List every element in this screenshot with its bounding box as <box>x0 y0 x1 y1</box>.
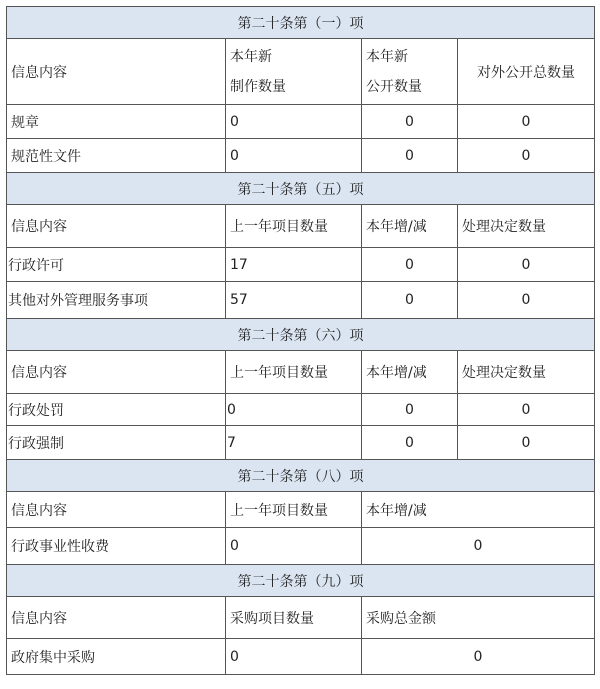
section-title: 第二十条第（八）项 <box>7 460 595 492</box>
row-value: 0 <box>362 139 458 173</box>
row-value: 0 <box>362 394 458 426</box>
header-prev-year-count: 上一年项目数量 <box>226 492 362 528</box>
row-label: 行政许可 <box>7 248 226 282</box>
row-label: 行政事业性收费 <box>7 528 226 565</box>
row-value: 0 <box>458 248 595 282</box>
header-total-published-count: 对外公开总数量 <box>458 39 595 105</box>
row-value: 0 <box>362 248 458 282</box>
section-header-row <box>7 319 595 351</box>
header-prev-year-count: 上一年项目数量 <box>226 205 362 248</box>
header-info-content: 信息内容 <box>7 351 226 394</box>
table-row <box>7 105 595 139</box>
section-header-row <box>7 7 595 39</box>
table-row <box>7 426 595 460</box>
header-prev-year-count: 上一年项目数量 <box>226 351 362 394</box>
table-row <box>7 282 595 319</box>
row-label: 行政强制 <box>7 426 226 460</box>
disclosure-table <box>6 6 595 675</box>
row-label: 规章 <box>7 105 226 139</box>
row-value: 0 <box>458 394 595 426</box>
row-value: 0 <box>226 639 362 675</box>
column-header-row <box>7 597 595 639</box>
header-change: 本年增/减 <box>362 351 458 394</box>
table-row <box>7 248 595 282</box>
row-value: 0 <box>458 426 595 460</box>
row-value: 0 <box>226 105 362 139</box>
table-row <box>7 639 595 675</box>
header-new-produced-count: 本年新 制作数量 <box>226 39 362 105</box>
row-label: 政府集中采购 <box>7 639 226 675</box>
row-value: 7 <box>226 426 362 460</box>
row-value: 0 <box>362 426 458 460</box>
row-value: 17 <box>226 248 362 282</box>
header-purchase-count: 采购项目数量 <box>226 597 362 639</box>
row-label: 其他对外管理服务事项 <box>7 282 226 319</box>
row-value: 0 <box>226 394 362 426</box>
header-info-content: 信息内容 <box>7 597 226 639</box>
table-row <box>7 528 595 565</box>
section-title: 第二十条第（六）项 <box>7 319 595 351</box>
section-title: 第二十条第（一）项 <box>7 7 595 39</box>
section-title: 第二十条第（五）项 <box>7 173 595 205</box>
table-row <box>7 139 595 173</box>
header-info-content: 信息内容 <box>7 492 226 528</box>
row-value: 0 <box>458 282 595 319</box>
header-info-content: 信息内容 <box>7 39 226 105</box>
section-header-row <box>7 173 595 205</box>
column-header-row <box>7 205 595 248</box>
row-value: 57 <box>226 282 362 319</box>
row-value: 0 <box>362 105 458 139</box>
header-purchase-total: 采购总金额 <box>362 597 595 639</box>
column-header-row <box>7 492 595 528</box>
row-value: 0 <box>362 528 595 565</box>
header-decision-count: 处理决定数量 <box>458 351 595 394</box>
row-label: 规范性文件 <box>7 139 226 173</box>
section-title: 第二十条第（九）项 <box>7 565 595 597</box>
header-decision-count: 处理决定数量 <box>458 205 595 248</box>
row-value: 0 <box>226 139 362 173</box>
row-value: 0 <box>226 528 362 565</box>
row-value: 0 <box>362 282 458 319</box>
table-row <box>7 394 595 426</box>
row-label: 行政处罚 <box>7 394 226 426</box>
column-header-row <box>7 351 595 394</box>
row-value: 0 <box>458 139 595 173</box>
column-header-row <box>7 39 595 105</box>
header-change: 本年增/减 <box>362 492 595 528</box>
header-info-content: 信息内容 <box>7 205 226 248</box>
row-value: 0 <box>362 639 595 675</box>
header-new-published-count: 本年新 公开数量 <box>362 39 458 105</box>
header-change: 本年增/减 <box>362 205 458 248</box>
section-header-row <box>7 565 595 597</box>
section-header-row <box>7 460 595 492</box>
row-value: 0 <box>458 105 595 139</box>
